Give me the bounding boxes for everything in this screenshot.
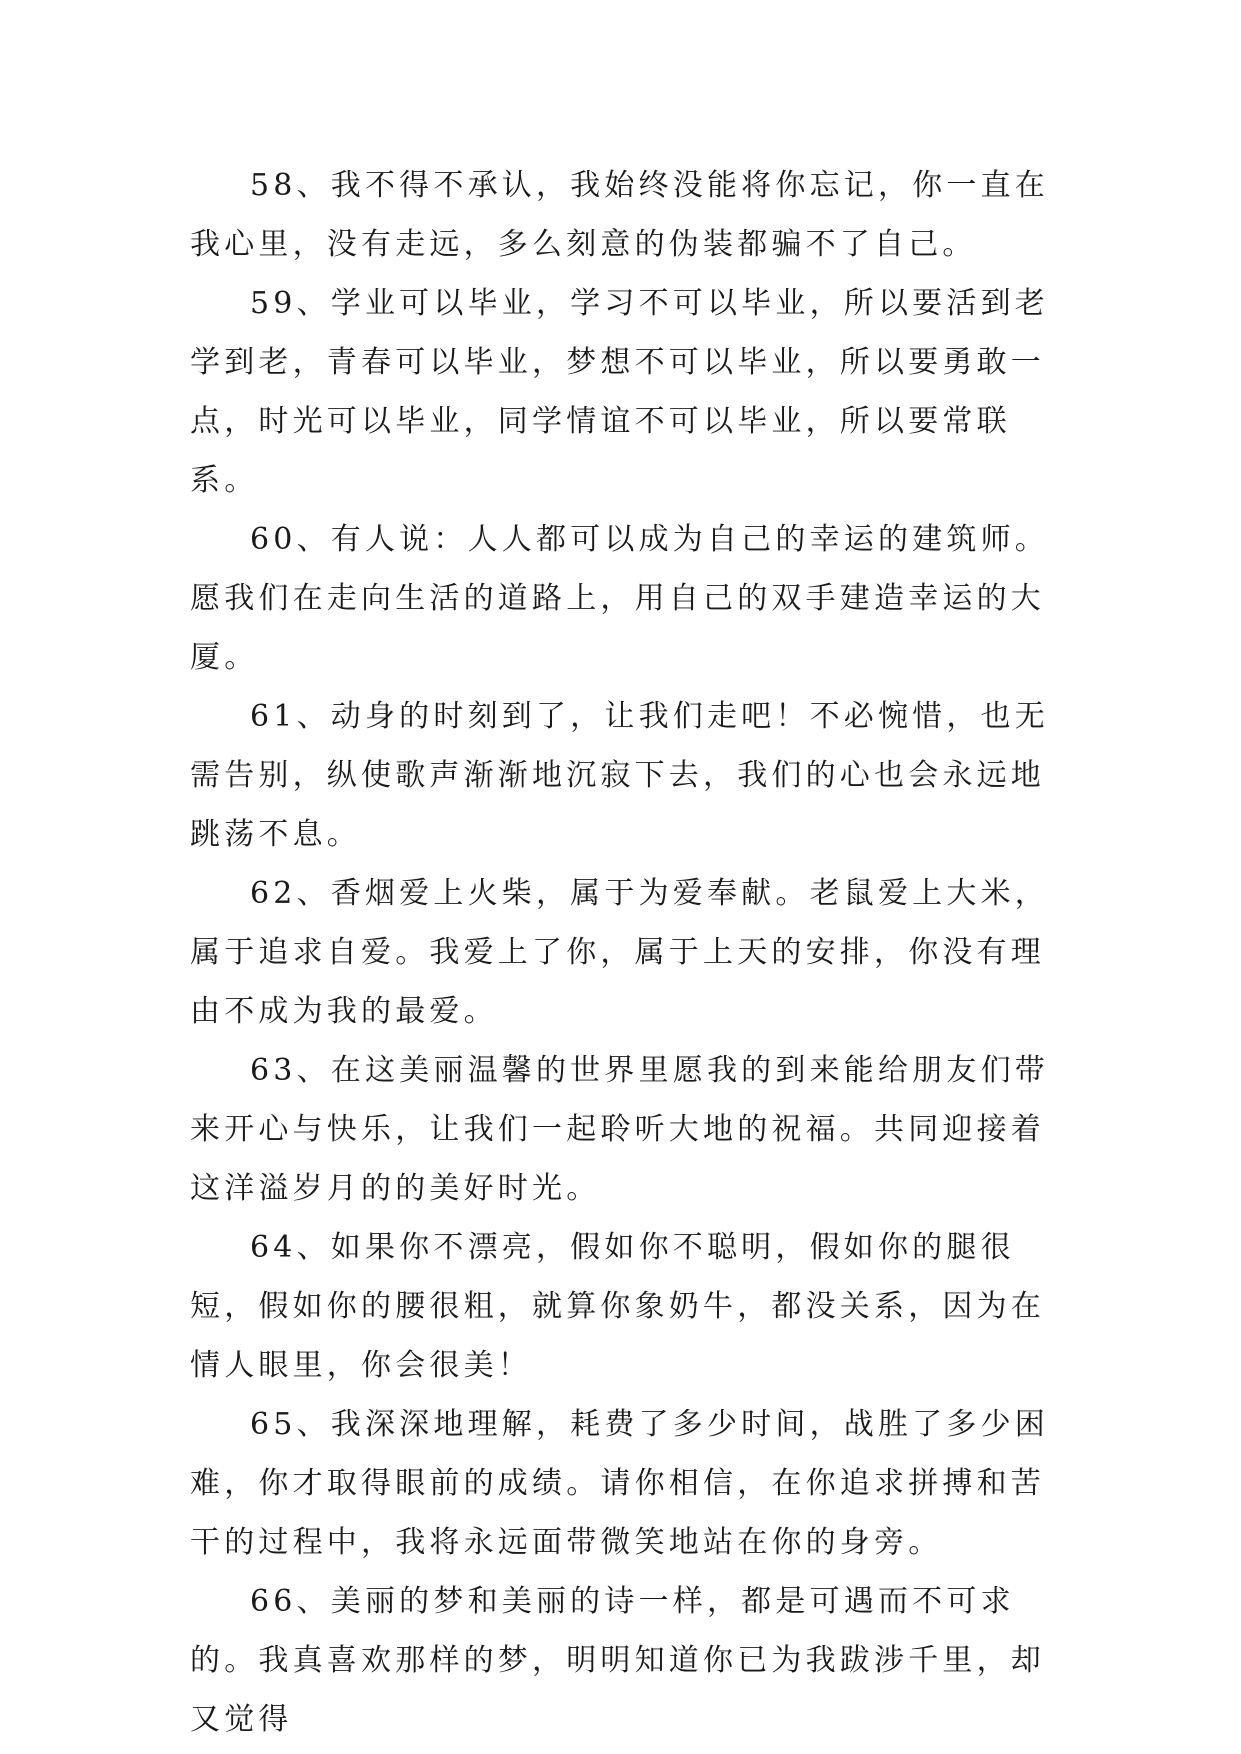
paragraph-63: 63、在这美丽温馨的世界里愿我的到来能给朋友们带来开心与快乐，让我们一起聆听大地的祝福。共同迎接着这洋溢岁月的的美好时光。: [190, 1053, 1049, 1206]
paragraph-62: 62、香烟爱上火柴，属于为爱奉献。老鼠爱上大米，属于追求自爱。我爱上了你，属于上天的安排，你没有理由不成为我的最爱。: [190, 876, 1049, 1029]
paragraph-60: 60、有人说：人人都可以成为自己的幸运的建筑师。愿我们在走向生活的道路上，用自己的双手建造幸运的大厦。: [190, 522, 1049, 675]
paragraph-58: 58、我不得不承认，我始终没能将你忘记，你一直在我心里，没有走远，多么刻意的伪装都骗不了自己。: [190, 168, 1049, 262]
paragraph-66: 66、美丽的梦和美丽的诗一样，都是可遇而不可求的。我真喜欢那样的梦，明明知道你已为我跋涉千里，却又觉得: [190, 1584, 1045, 1737]
paragraph-65: 65、我深深地理解，耗费了多少时间，战胜了多少困难，你才取得眼前的成绩。请你相信，在你追求拼搏和苦干的过程中，我将永远面带微笑地站在你的身旁。: [190, 1407, 1049, 1560]
paragraph-64: 64、如果你不漂亮，假如你不聪明，假如你的腿很短，假如你的腰很粗，就算你象奶牛，都没关系，因为在情人眼里，你会很美！: [190, 1230, 1045, 1383]
paragraph-61: 61、动身的时刻到了，让我们走吧！不必惋惜，也无需告别，纵使歌声渐渐地沉寂下去，我们的心也会永远地跳荡不息。: [190, 699, 1049, 852]
document-body: [190, 156, 1060, 1749]
paragraph-59: 59、学业可以毕业，学习不可以毕业，所以要活到老学到老，青春可以毕业，梦想不可以毕业，所以要勇敢一点，时光可以毕业，同学情谊不可以毕业，所以要常联系。: [190, 286, 1049, 498]
